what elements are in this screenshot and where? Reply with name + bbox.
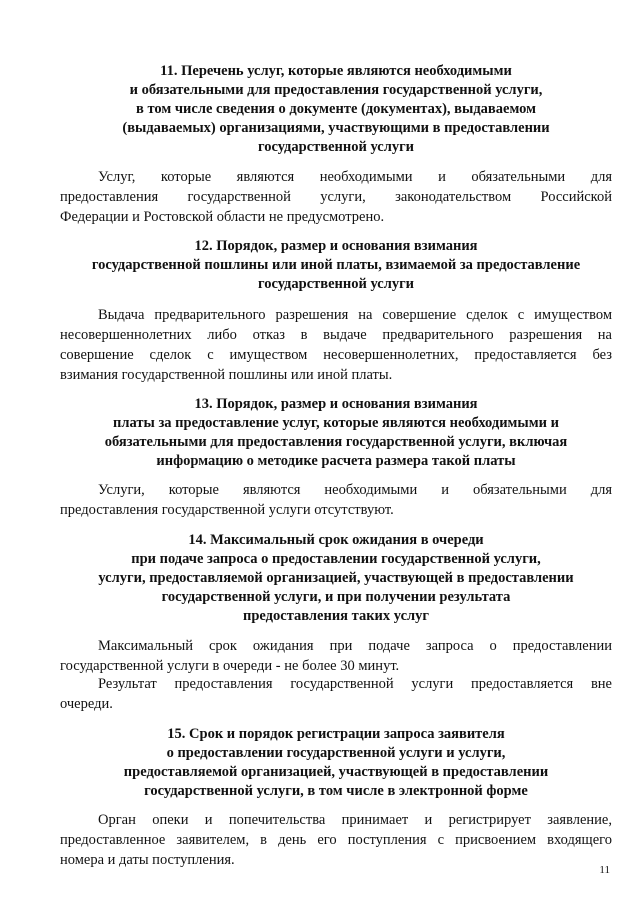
section-13-heading-line-4: информацию о методике расчета размера такой платы — [156, 453, 516, 469]
section-13-paragraph-line-2: предоставления государственной услуги отсутствуют. — [60, 502, 394, 518]
section-13-paragraph-line-1: Услуги, которые являются необходимыми и обязательными для — [98, 482, 612, 498]
section-14-heading-line-2: при подаче запроса о предоставлении государственной услуги, — [131, 551, 541, 567]
section-15-paragraph — [60, 810, 612, 870]
section-12-paragraph-line-4: взимания государственной пошлины или иной платы. — [60, 367, 393, 383]
section-13-heading — [60, 395, 612, 471]
section-11-heading-line-3: в том числе сведения о документе (документах), выдаваемом — [136, 101, 536, 117]
section-11-paragraph-line-2: предоставления государственной услуги, законодательством Российской — [60, 189, 612, 205]
section-13-heading-line-3: обязательными для предоставления государственной услуги, включая — [104, 434, 568, 450]
section-11-heading-line-4: (выдаваемых) организациями, участвующими в предоставлении — [122, 120, 550, 136]
section-14-paragraph-2-line-2: очереди. — [60, 696, 113, 712]
section-15-heading-line-2: о предоставлении государственной услуги и услуги, — [166, 745, 506, 761]
section-14-paragraph-2-line-1: Результат предоставления государственной услуги предоставляется вне — [98, 676, 612, 692]
section-11-paragraph — [60, 167, 612, 227]
section-14-paragraph-1-line-2: государственной услуги в очереди - не более 30 минут. — [60, 658, 400, 674]
page-number: 11 — [599, 864, 610, 876]
section-15-heading-line-1: 15. Срок и порядок регистрации запроса заявителя — [167, 726, 505, 742]
section-11-paragraph-line-3: Федерации и Ростовской области не предусмотрено. — [60, 209, 385, 225]
section-14-heading-line-1: 14. Максимальный срок ожидания в очереди — [188, 532, 484, 548]
section-11-heading — [60, 62, 612, 157]
section-14-heading-line-5: предоставления таких услуг — [243, 608, 429, 624]
section-14-heading — [60, 531, 612, 626]
section-13-paragraph — [60, 480, 612, 520]
section-12-paragraph — [60, 305, 612, 385]
section-15-paragraph-line-3: номера и даты поступления. — [60, 852, 235, 868]
section-15-paragraph-line-2: предоставленное заявителем, в день его поступления с присвоением входящего — [60, 832, 612, 848]
section-12-paragraph-line-2: несовершеннолетних либо отказ в выдаче предварительного разрешения на — [60, 327, 612, 343]
section-11-heading-line-2: и обязательными для предоставления государственной услуги, — [129, 82, 543, 98]
section-15-paragraph-line-1: Орган опеки и попечительства принимает и регистрирует заявление, — [98, 812, 612, 828]
section-13-heading-line-2: платы за предоставление услуг, которые являются необходимыми и — [113, 415, 559, 431]
section-12-heading-line-2: государственной пошлины или иной платы, взимаемой за предоставление — [91, 257, 581, 273]
section-12-heading — [60, 237, 612, 294]
section-11-heading-line-1: 11. Перечень услуг, которые являются необходимыми — [160, 63, 512, 79]
section-11-paragraph-line-1: Услуг, которые являются необходимыми и обязательными для — [98, 169, 612, 185]
section-14-paragraph-1-line-1: Максимальный срок ожидания при подаче запроса о предоставлении — [98, 638, 612, 654]
section-12-paragraph-line-3: совершение сделок с имуществом несовершеннолетних, предоставляется без — [60, 347, 612, 363]
section-15-heading — [60, 725, 612, 801]
section-14-heading-line-4: государственной услуги, и при получении результата — [161, 589, 511, 605]
section-14-paragraph-1 — [60, 636, 612, 676]
section-14-heading-line-3: услуги, предоставляемой организацией, участвующей в предоставлении — [98, 570, 574, 586]
section-11-heading-line-5: государственной услуги — [257, 139, 415, 155]
section-12-heading-line-1: 12. Порядок, размер и основания взимания — [194, 238, 478, 254]
section-13-heading-line-1: 13. Порядок, размер и основания взимания — [194, 396, 478, 412]
section-12-paragraph-line-1: Выдача предварительного разрешения на совершение сделок с имуществом — [98, 307, 612, 323]
section-14-paragraph-2 — [60, 674, 612, 714]
section-15-heading-line-4: государственной услуги, в том числе в электронной форме — [144, 783, 528, 799]
section-15-heading-line-3: предоставляемой организацией, участвующей в предоставлении — [123, 764, 549, 780]
section-12-heading-line-3: государственной услуги — [257, 276, 415, 292]
